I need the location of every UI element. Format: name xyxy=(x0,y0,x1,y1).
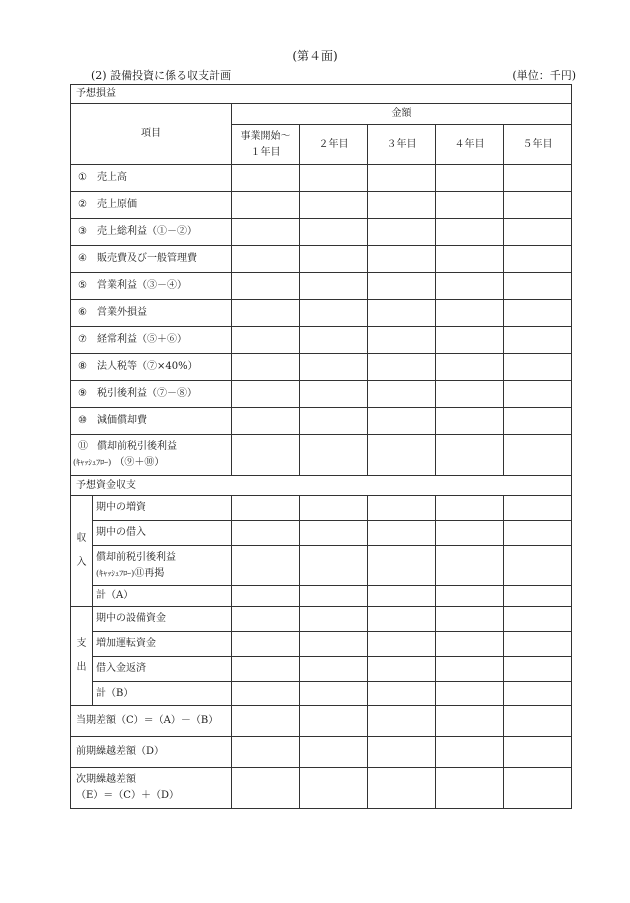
row-label: 計（A） xyxy=(93,586,232,607)
amount-cell[interactable] xyxy=(504,586,572,607)
amount-cell[interactable] xyxy=(232,300,300,327)
amount-cell[interactable] xyxy=(368,657,436,682)
row-number: ② xyxy=(78,199,87,210)
table-row xyxy=(71,327,572,354)
amount-cell[interactable] xyxy=(232,435,300,476)
revenue-expense-plan-table xyxy=(70,84,572,809)
row-label: 償却前税引後利益 xyxy=(97,441,177,452)
table-row xyxy=(71,546,572,586)
year-header-2: ２年目 xyxy=(300,125,368,165)
amount-cell[interactable] xyxy=(436,706,504,737)
amount-cell[interactable] xyxy=(232,354,300,381)
amount-cell[interactable] xyxy=(368,381,436,408)
row-formula: （⑨＋⑩） xyxy=(114,457,165,468)
amount-cell[interactable] xyxy=(368,768,436,809)
table-row xyxy=(71,706,572,737)
amount-cell[interactable] xyxy=(436,768,504,809)
amount-cell[interactable] xyxy=(368,273,436,300)
amount-cell[interactable] xyxy=(436,246,504,273)
amount-cell[interactable] xyxy=(232,496,300,521)
section-expected-cash-flow: 予想資金収支 xyxy=(71,476,572,496)
table-row xyxy=(71,586,572,607)
income-group-label xyxy=(71,496,93,607)
row-number: ③ xyxy=(78,226,87,237)
row-label: 営業利益（③－④） xyxy=(97,280,187,291)
amount-cell[interactable] xyxy=(300,632,368,657)
row-label: 売上総利益（①－②） xyxy=(97,226,197,237)
row-label: 売上高 xyxy=(97,172,127,183)
amount-cell[interactable] xyxy=(436,354,504,381)
amount-cell[interactable] xyxy=(232,219,300,246)
amount-cell[interactable] xyxy=(232,607,300,632)
expense-char-1: 支 xyxy=(76,638,87,649)
row-label: 営業外損益 xyxy=(97,307,147,318)
row-number: ⑪ xyxy=(78,441,88,452)
amount-cell[interactable] xyxy=(300,496,368,521)
row-label: 期中の借入 xyxy=(93,521,232,546)
amount-cell[interactable] xyxy=(300,246,368,273)
amount-cell[interactable] xyxy=(300,546,368,586)
amount-cell[interactable] xyxy=(436,586,504,607)
amount-cell[interactable] xyxy=(368,521,436,546)
amount-cell[interactable] xyxy=(436,273,504,300)
amount-cell[interactable] xyxy=(368,607,436,632)
column-header-item: 項目 xyxy=(71,104,232,165)
year-header-1 xyxy=(232,125,300,165)
amount-cell[interactable] xyxy=(368,300,436,327)
amount-cell[interactable] xyxy=(232,327,300,354)
amount-cell[interactable] xyxy=(436,521,504,546)
amount-cell[interactable] xyxy=(368,682,436,706)
amount-cell[interactable] xyxy=(504,521,572,546)
table-row xyxy=(71,607,572,632)
amount-cell[interactable] xyxy=(300,165,368,192)
amount-cell[interactable] xyxy=(436,607,504,632)
section-heading: (2) 設備投資に係る収支計画 xyxy=(91,69,232,82)
row-number: ⑩ xyxy=(78,415,87,426)
amount-cell[interactable] xyxy=(232,546,300,586)
amount-cell[interactable] xyxy=(436,435,504,476)
table-row xyxy=(71,192,572,219)
row-note: (ｷｬｯｼｭﾌﾛｰ) xyxy=(96,568,135,578)
amount-cell[interactable] xyxy=(504,327,572,354)
year-header-5: ５年目 xyxy=(504,125,572,165)
table-row xyxy=(71,273,572,300)
amount-cell[interactable] xyxy=(300,273,368,300)
amount-cell[interactable] xyxy=(504,657,572,682)
amount-cell[interactable] xyxy=(300,327,368,354)
amount-cell[interactable] xyxy=(232,682,300,706)
row-label: 期中の設備資金 xyxy=(93,607,232,632)
amount-cell[interactable] xyxy=(300,435,368,476)
row-label: 計（B） xyxy=(93,682,232,706)
year-header-1-line1: 事業開始～ xyxy=(240,130,291,142)
amount-cell[interactable] xyxy=(504,192,572,219)
amount-cell[interactable] xyxy=(300,300,368,327)
amount-cell[interactable] xyxy=(368,737,436,768)
amount-cell[interactable] xyxy=(504,354,572,381)
amount-cell[interactable] xyxy=(300,586,368,607)
section-expected-profit: 予想損益 xyxy=(71,85,572,104)
row-formula: （E）＝（C）＋（D） xyxy=(76,790,179,801)
row-label: 法人税等（⑦×40%） xyxy=(97,361,198,372)
amount-cell[interactable] xyxy=(300,607,368,632)
row-label: 売上原価 xyxy=(97,199,137,210)
year-header-4: ４年目 xyxy=(436,125,504,165)
amount-cell[interactable] xyxy=(504,737,572,768)
expense-group-label xyxy=(71,607,93,706)
row-label: 販売費及び一般管理費 xyxy=(97,253,197,264)
amount-cell[interactable] xyxy=(368,586,436,607)
amount-cell[interactable] xyxy=(368,496,436,521)
amount-cell[interactable] xyxy=(436,657,504,682)
row-number: ⑦ xyxy=(78,334,87,345)
amount-cell[interactable] xyxy=(300,354,368,381)
amount-cell[interactable] xyxy=(300,768,368,809)
expense-char-2: 出 xyxy=(76,662,87,673)
row-label: 税引後利益（⑦－⑧） xyxy=(97,388,197,399)
unit-label: (単位：千円) xyxy=(512,69,576,82)
amount-cell[interactable] xyxy=(368,219,436,246)
amount-cell[interactable] xyxy=(300,219,368,246)
row-label: 前期繰越差額（D） xyxy=(71,737,232,768)
amount-cell[interactable] xyxy=(436,219,504,246)
row-number: ⑨ xyxy=(78,388,87,399)
amount-cell[interactable] xyxy=(232,632,300,657)
table-row xyxy=(71,354,572,381)
amount-cell[interactable] xyxy=(436,546,504,586)
table-row xyxy=(71,408,572,435)
row-label: 借入金返済 xyxy=(93,657,232,682)
amount-cell[interactable] xyxy=(504,435,572,476)
amount-cell[interactable] xyxy=(368,192,436,219)
amount-cell[interactable] xyxy=(436,737,504,768)
income-char-2: 入 xyxy=(76,557,87,568)
amount-cell[interactable] xyxy=(300,682,368,706)
amount-cell[interactable] xyxy=(504,246,572,273)
amount-cell[interactable] xyxy=(504,706,572,737)
amount-cell[interactable] xyxy=(300,408,368,435)
amount-cell[interactable] xyxy=(504,381,572,408)
amount-cell[interactable] xyxy=(232,586,300,607)
amount-cell[interactable] xyxy=(232,657,300,682)
amount-cell[interactable] xyxy=(232,706,300,737)
row-number: ⑤ xyxy=(78,280,87,291)
row-label: 当期差額（C）＝（A）－（B） xyxy=(71,706,232,737)
amount-cell[interactable] xyxy=(504,632,572,657)
amount-cell[interactable] xyxy=(504,165,572,192)
amount-cell[interactable] xyxy=(368,546,436,586)
table-row xyxy=(71,219,572,246)
row-number: ① xyxy=(78,172,87,183)
amount-cell[interactable] xyxy=(232,521,300,546)
amount-cell[interactable] xyxy=(368,246,436,273)
row-label: 期中の増資 xyxy=(93,496,232,521)
row-number: ⑥ xyxy=(78,307,87,318)
table-row xyxy=(71,632,572,657)
amount-cell[interactable] xyxy=(504,219,572,246)
amount-cell[interactable] xyxy=(436,496,504,521)
amount-cell[interactable] xyxy=(504,408,572,435)
amount-cell[interactable] xyxy=(232,165,300,192)
row-label: 減価償却費 xyxy=(97,415,147,426)
amount-cell[interactable] xyxy=(300,706,368,737)
amount-cell[interactable] xyxy=(232,408,300,435)
amount-cell[interactable] xyxy=(436,165,504,192)
page-number: (第４面) xyxy=(292,49,338,63)
amount-cell[interactable] xyxy=(368,435,436,476)
amount-cell[interactable] xyxy=(232,381,300,408)
table-row xyxy=(71,381,572,408)
income-char-1: 収 xyxy=(76,533,87,544)
row-formula: ⑪再掲 xyxy=(134,567,165,579)
amount-cell[interactable] xyxy=(504,546,572,586)
table-row xyxy=(71,682,572,706)
table-row xyxy=(71,435,572,476)
amount-cell[interactable] xyxy=(300,737,368,768)
table-row xyxy=(71,768,572,809)
row-label: 増加運転資金 xyxy=(93,632,232,657)
row-number: ④ xyxy=(78,253,87,264)
amount-cell[interactable] xyxy=(232,192,300,219)
row-label: 次期繰越差額 xyxy=(76,774,136,785)
table-row xyxy=(71,246,572,273)
amount-cell[interactable] xyxy=(504,682,572,706)
amount-cell[interactable] xyxy=(436,381,504,408)
amount-cell[interactable] xyxy=(300,381,368,408)
amount-cell[interactable] xyxy=(436,300,504,327)
amount-cell[interactable] xyxy=(368,354,436,381)
amount-cell[interactable] xyxy=(436,192,504,219)
amount-cell[interactable] xyxy=(232,246,300,273)
amount-cell[interactable] xyxy=(232,273,300,300)
amount-cell[interactable] xyxy=(436,632,504,657)
amount-cell[interactable] xyxy=(436,682,504,706)
amount-cell[interactable] xyxy=(368,706,436,737)
row-label: 償却前税引後利益 xyxy=(96,551,176,563)
table-row xyxy=(71,300,572,327)
table-row xyxy=(71,657,572,682)
amount-cell[interactable] xyxy=(368,165,436,192)
amount-cell[interactable] xyxy=(300,521,368,546)
year-header-1-line2: １年目 xyxy=(250,146,281,158)
table-row xyxy=(71,496,572,521)
table-row xyxy=(71,521,572,546)
amount-cell[interactable] xyxy=(504,273,572,300)
amount-cell[interactable] xyxy=(368,408,436,435)
amount-cell[interactable] xyxy=(300,657,368,682)
amount-cell[interactable] xyxy=(368,632,436,657)
amount-cell[interactable] xyxy=(436,408,504,435)
row-note: (ｷｬｯｼｭﾌﾛｰ) xyxy=(73,458,112,467)
column-header-amount: 金額 xyxy=(232,104,572,125)
amount-cell[interactable] xyxy=(368,327,436,354)
table-row xyxy=(71,737,572,768)
year-header-3: ３年目 xyxy=(368,125,436,165)
amount-cell[interactable] xyxy=(232,768,300,809)
amount-cell[interactable] xyxy=(232,737,300,768)
amount-cell[interactable] xyxy=(504,300,572,327)
row-number: ⑧ xyxy=(78,361,87,372)
amount-cell[interactable] xyxy=(300,192,368,219)
table-row xyxy=(71,165,572,192)
amount-cell[interactable] xyxy=(504,496,572,521)
row-label: 経常利益（⑤＋⑥） xyxy=(97,334,187,345)
amount-cell[interactable] xyxy=(504,607,572,632)
amount-cell[interactable] xyxy=(504,768,572,809)
amount-cell[interactable] xyxy=(436,327,504,354)
